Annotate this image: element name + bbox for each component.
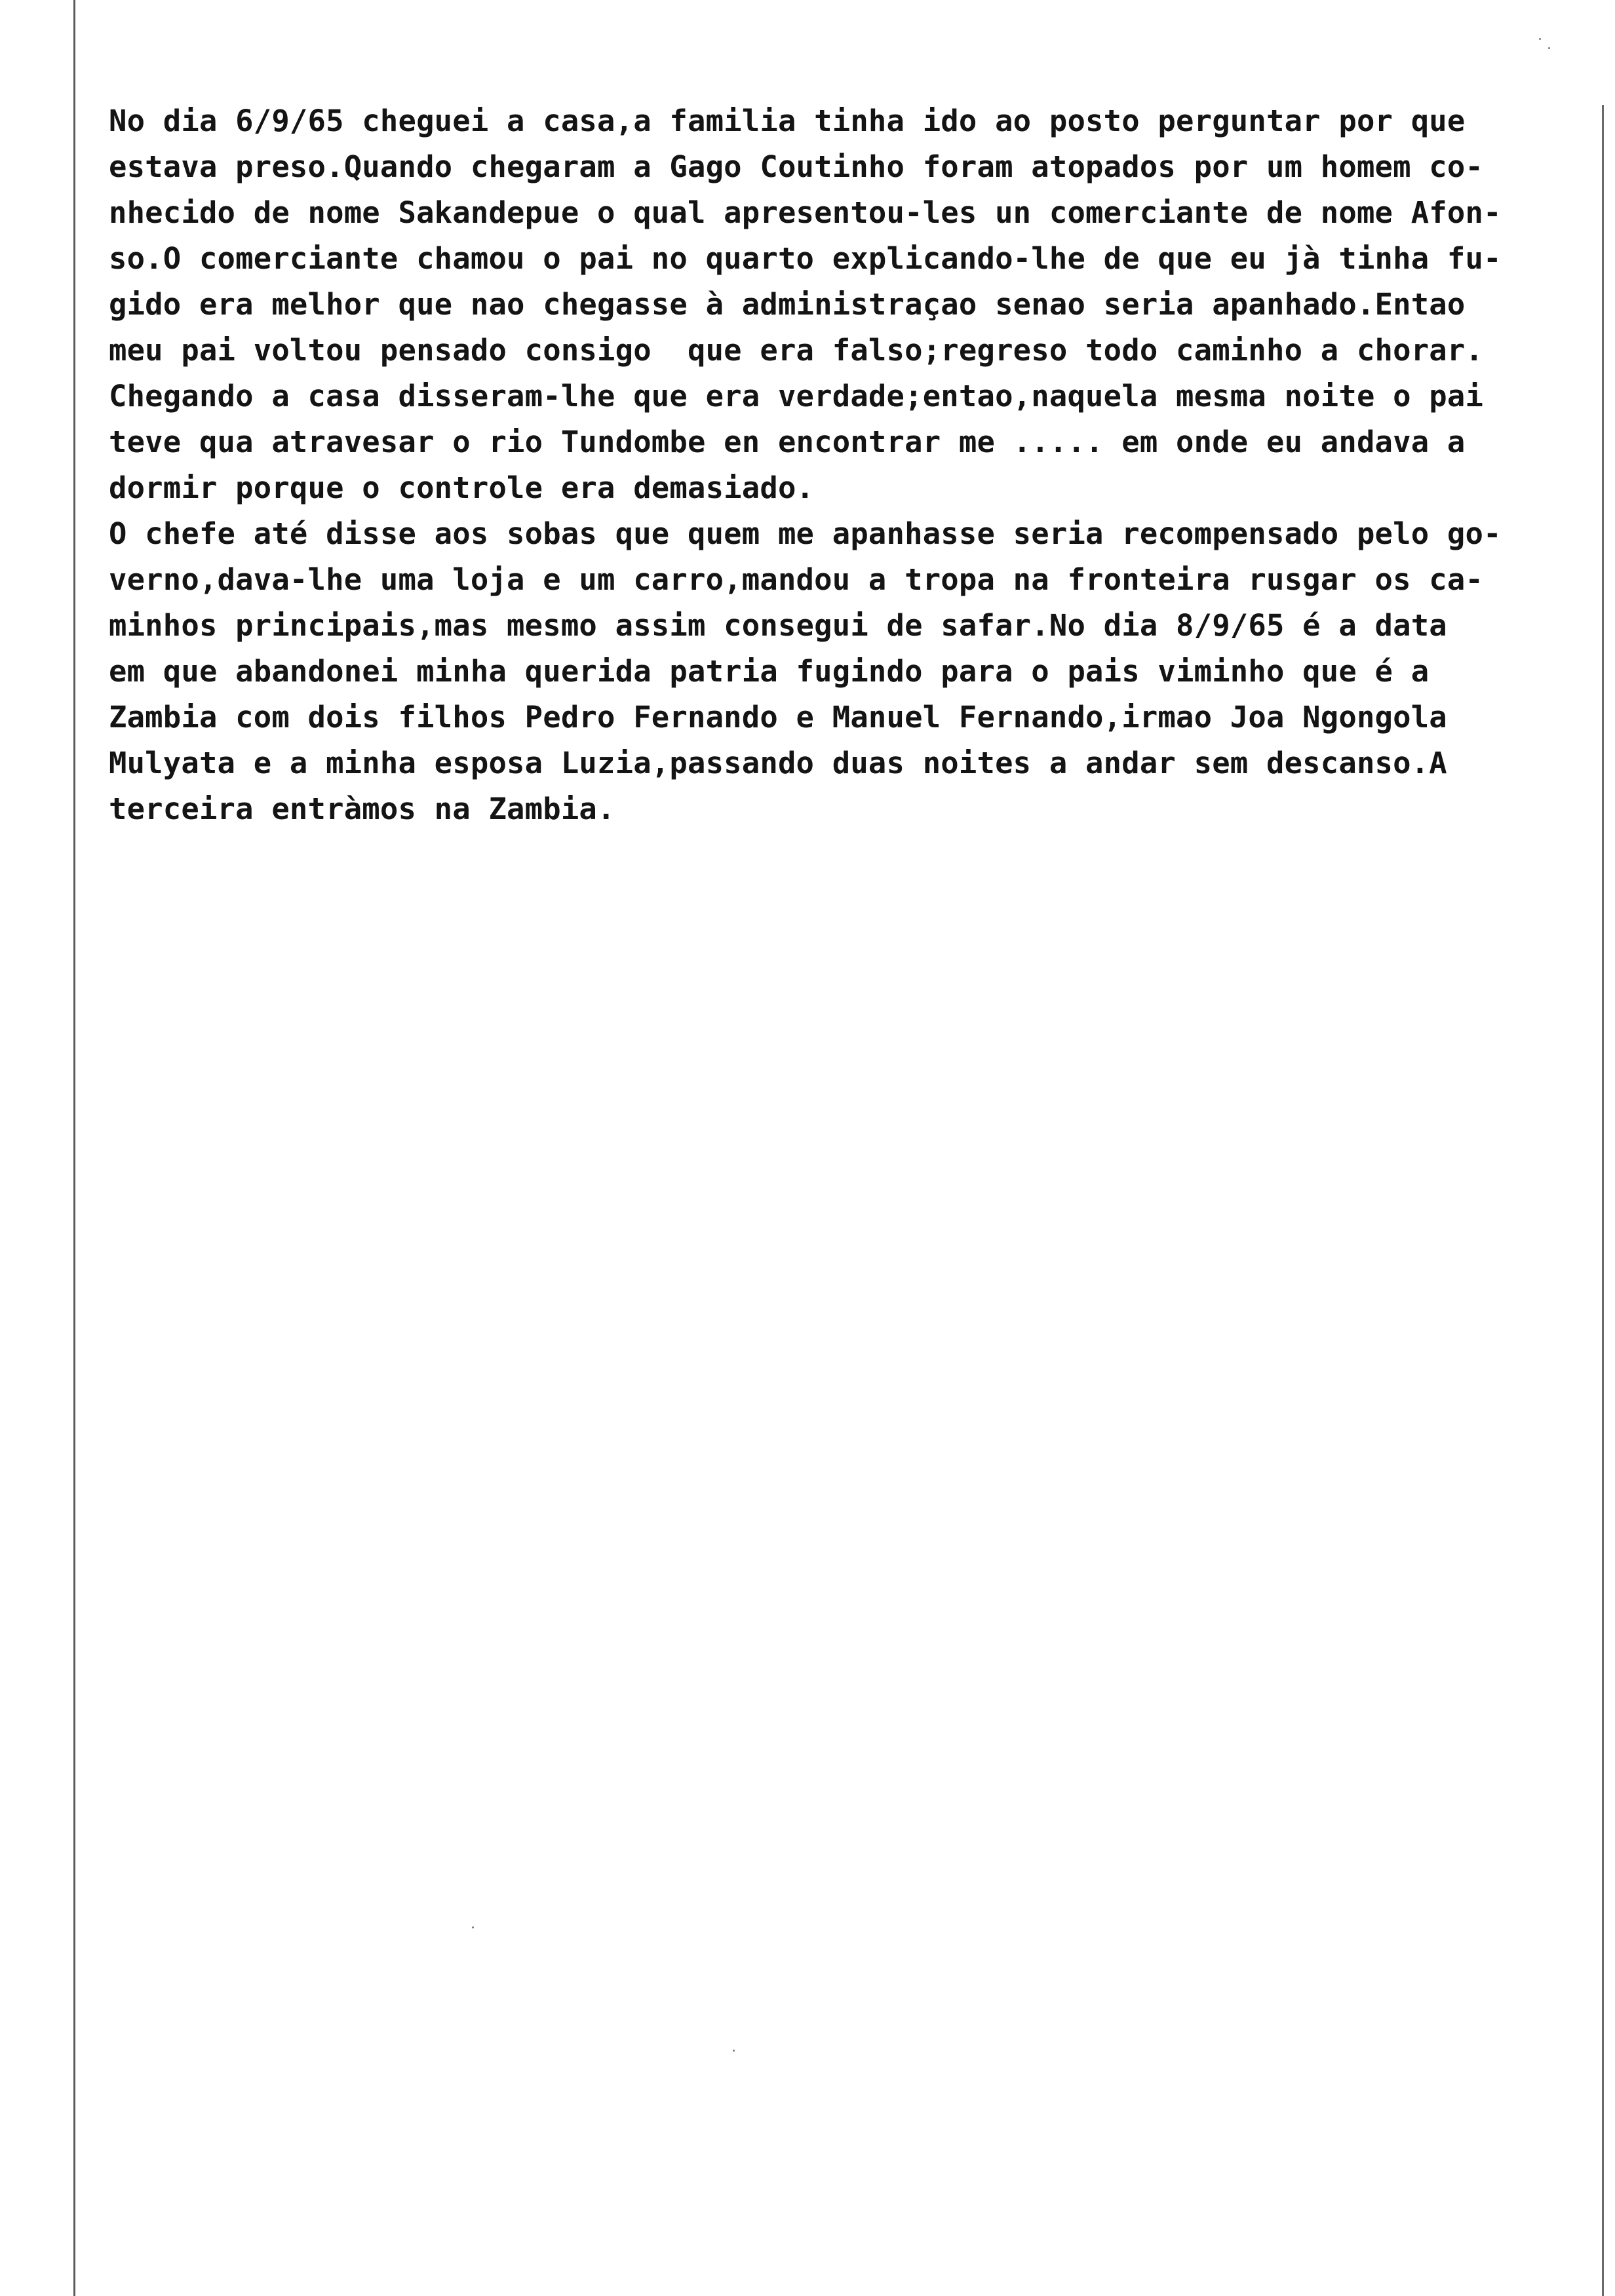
scan-speck <box>1539 38 1541 40</box>
text-line: minhos principais,mas mesmo assim consegui de safar.No dia 8/9/65 é a data <box>109 608 1447 643</box>
text-line: so.O comerciante chamou o pai no quarto explicando-lhe de que eu jà tinha fu- <box>109 241 1502 276</box>
page-left-edge <box>73 0 75 2296</box>
text-line: dormir porque o controle era demasiado. <box>109 470 815 505</box>
typed-body-text <box>109 98 1597 832</box>
text-line: Zambia com dois filhos Pedro Fernando e Manuel Fernando,irmao Joa Ngongola <box>109 700 1447 735</box>
text-line: teve qua atravesar o rio Tundombe en encontrar me ..... em onde eu andava a <box>109 425 1466 459</box>
text-line: em que abandonei minha querida patria fugindo para o pais viminho que é a <box>109 654 1430 689</box>
text-line: nhecido de nome Sakandepue o qual apresentou-les un comerciante de nome Afon- <box>109 195 1502 230</box>
text-line: Chegando a casa disseram-lhe que era verdade;entao,naquela mesma noite o pai <box>109 379 1484 413</box>
text-line: estava preso.Quando chegaram a Gago Coutinho foram atopados por um homem co- <box>109 149 1484 184</box>
text-line: verno,dava-lhe uma loja e um carro,mandou a tropa na fronteira rusgar os ca- <box>109 562 1484 597</box>
text-line: O chefe até disse aos sobas que quem me apanhasse seria recompensado pelo go- <box>109 516 1502 551</box>
scan-speck <box>1548 47 1550 49</box>
page-right-edge <box>1602 105 1604 2296</box>
text-line: No dia 6/9/65 cheguei a casa,a familia tinha ido ao posto perguntar por que <box>109 104 1466 138</box>
text-line: meu pai voltou pensado consigo que era falso;regreso todo caminho a chorar. <box>109 333 1484 368</box>
text-line: Mulyata e a minha esposa Luzia,passando duas noites a andar sem descanso.A <box>109 746 1447 780</box>
text-line: terceira entràmos na Zambia. <box>109 792 615 826</box>
text-line: gido era melhor que nao chegasse à administraçao senao seria apanhado.Entao <box>109 287 1466 322</box>
scan-speck <box>733 2050 735 2052</box>
scan-speck <box>472 1926 474 1928</box>
